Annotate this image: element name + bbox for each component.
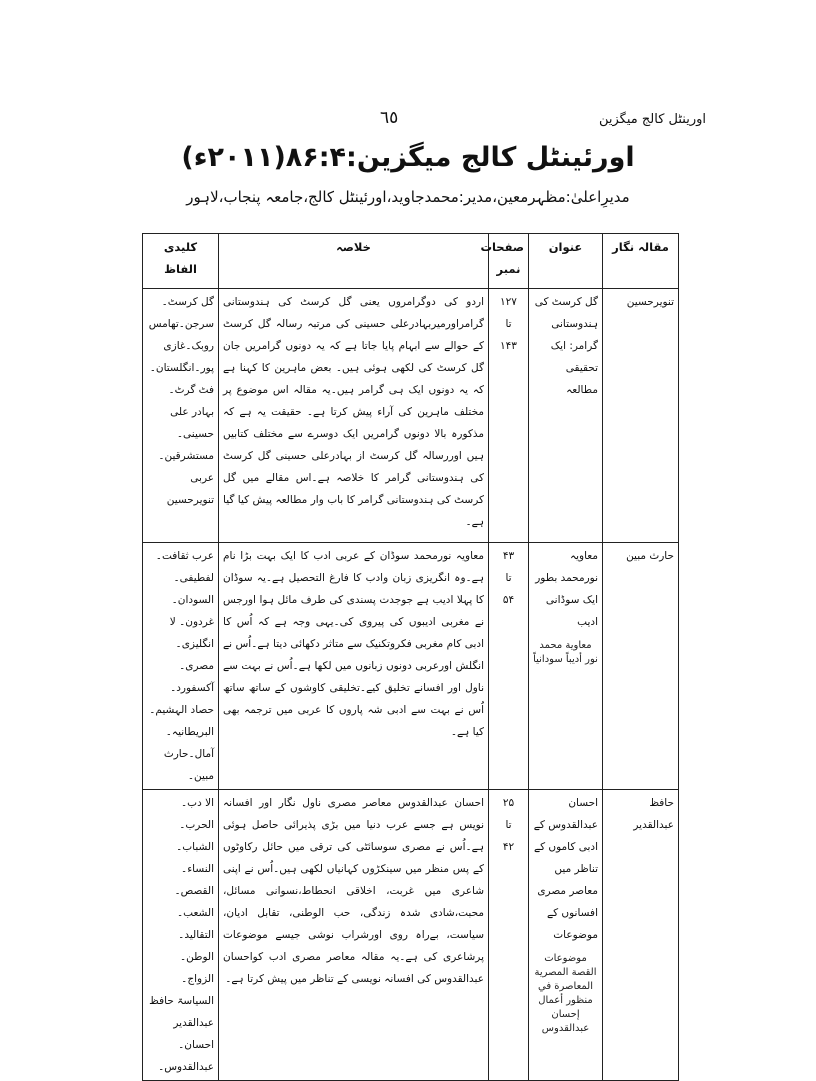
page-start: ۲۵ [502,797,515,809]
cell-author: حارث مبین [603,543,679,790]
cell-title-arabic: موضوعات القصة المصرية المعاصرة في منظور أعمال إحسان عبدالقدوس [534,953,597,1034]
cell-title [529,790,603,1081]
page-to: تا [505,318,512,330]
running-header-magazine: اورینٹل کالج میگزین [599,112,706,127]
table-row [143,289,679,543]
cell-title-arabic: معاوية محمد نور أديباً سودانياً [533,640,598,665]
cell-keywords: گل کرسٹ۔ سرجن۔تھامس روبک۔غازی پور۔انگلستان۔ فٹ گرٹ۔بہادر علی حسینی۔ مستشرقین۔عربی تنویرحسین [143,289,219,543]
table-header-row [143,234,679,289]
cell-title-text: معاویہ نورمحمد بطور ایک سوڈانی ادیب [535,550,598,628]
cell-title [529,543,603,790]
cell-pages [489,790,529,1081]
cell-author: حافظ عبدالقدیر [603,790,679,1081]
cell-pages [489,289,529,543]
header-keywords: کلیدی الفاظ [143,234,219,289]
cell-summary: احسان عبدالقدوس معاصر مصری ناول نگار اور افسانہ نویس ہے جسے عرب دنیا میں بڑی پذیرائی حاصل ہوئی ہے۔اُس نے مصری سوسائٹی کی ترقی میں حائل رکاوٹوں کے پس منظر میں سینکڑوں کہانیاں لکھی ہیں۔اُس نے اپنی شاعری میں غربت، اخلاقی انحطاط،نسوانی مسائل، محبت،شادی شدہ زندگی، حب الوطنی، تقابل ادیان، سیاست، بےراہ روی اورشراب نوشی جیسے موضوعات پرشاعری کی ہے۔یہ مقالہ معاصر مصری ادب کواحسان عبدالقدوس کی افسانہ نویسی کے تناظر میں پیش کرتا ہے۔ [219,790,489,1081]
header-summary: خلاصہ [219,234,489,289]
page-to: تا [505,819,512,831]
page-end: ۱۴۳ [500,340,517,352]
page-title: اورئینٹل کالج میگزین:۸۶:۴(۲۰۱۱ء) [181,142,635,173]
running-header [0,108,816,136]
cell-pages [489,543,529,790]
table-row [143,543,679,790]
cell-keywords: عرب ثقافت۔لفطیفی۔ السودان۔غردون۔ لا انگلیزی۔مصری۔ آکسفورد۔حصاد الہشیم۔البریطانیہ۔ آمال۔حارث مبین۔ [143,543,219,790]
page-start: ۱۲۷ [500,296,517,308]
header-title: عنوان [529,234,603,289]
cell-title [529,289,603,543]
table-row [143,790,679,1081]
cell-title-text: گل کرسٹ کی ہندوستانی گرامر: ایک تحقیقی مطالعہ [534,296,598,396]
abstract-table [142,233,679,1081]
cell-summary: معاویہ نورمحمد سوڈان کے عربی ادب کا ایک بہت بڑا نام ہے۔وہ انگریزی زبان وادب کا فارغ التحصیل ہے۔یہ سوڈان کا پہلا ادیب ہے جوجدت پسندی کی طرف مائل ہوا اورجس نے مغربی ادیبوں کی پیروی کی۔یہی وجہ ہے کہ اُس کا ادبی کام مغربی فکروتکنیک سے متاثر دکھائی دیتا ہے۔اُس نے انگلش اورعربی دونوں زبانوں میں لکھا ہے۔اُس نے بہت سے ناول اور افسانے تخلیق کیے۔تخلیقی کاوشوں کے ساتھ ساتھ اُس نے بہت سے ادبی شہ پاروں کا عربی میں ترجمہ بھی کیا ہے۔ [219,543,489,790]
editors-line: مدیرِاعلیٰ:مظہرمعین،مدیر:محمدجاوید،اورئینٹل کالج،جامعہ پنجاب،لاہور [186,188,630,206]
page-end: ۴۲ [502,841,515,853]
page-to: تا [505,572,512,584]
cell-keywords: الا دب۔الحرب۔ الشباب۔النساء۔ القصص۔الشعب۔ التقالید۔الوطن۔ الزواج۔السیاسۃ حافظ عبدالقدیر احسان۔ عبدالقدوس۔ [143,790,219,1081]
cell-author: تنویرحسین [603,289,679,543]
page-start: ۴۳ [502,550,515,562]
header-pages: صفحات نمبر [489,234,529,289]
page-end: ۵۴ [502,594,515,606]
cell-title-text: احسان عبدالقدوس کے ادبی کاموں کے تناظر میں معاصر مصری افسانوں کے موضوعات [533,797,598,941]
header-author: مقالہ نگار [603,234,679,289]
page-number: ٦٥ [380,108,399,128]
cell-summary: اردو کی دوگرامروں یعنی گل کرسٹ کی ہندوستانی گرامراورمیربہادرعلی حسینی کی مرتبہ رسالہ گل کرسٹ کے حوالے سے ابہام پایا جاتا ہے کہ یہ دونوں گرامریں جان گل کرسٹ کی لکھی ہوئی ہیں۔ بعض ماہرین کا کہنا ہے کہ یہ دونوں ایک ہی گرامر ہیں۔یہ مقالہ اس موضوع پر مختلف ماہرین کی آراء پیش کرتا ہے۔ حقیقت یہ ہے کہ مذکورہ بالا دونوں گرامریں ایک دوسرے سے مختلف کتابیں ہیں اوررسالہ گل کرسٹ از بہادرعلی حسینی گل کرسٹ کی ہندوستانی گرامر کا خلاصہ ہے۔اس مقالے میں گل کرسٹ کی ہندوستانی گرامر کا باب وار مطالعہ پیش کیا گیا ہے۔ [219,289,489,543]
